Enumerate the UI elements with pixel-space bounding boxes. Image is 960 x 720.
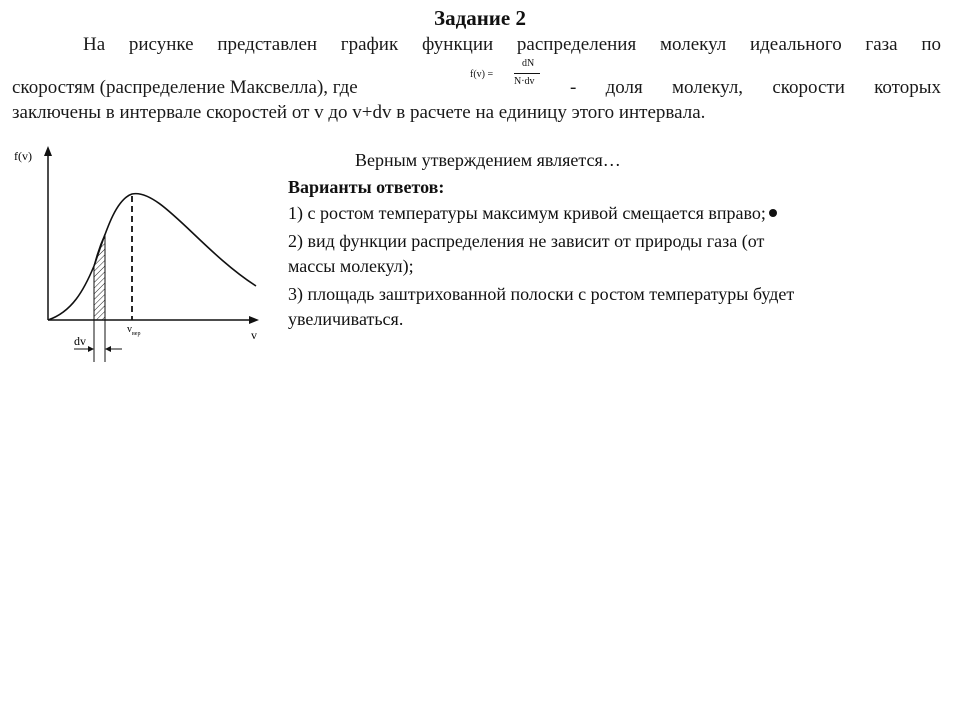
answer-option-3-line-2[interactable]: увеличиваться. [288, 309, 404, 329]
peak-label-v: v [127, 324, 132, 335]
x-axis-label: v [251, 328, 257, 342]
question-statement: Верным утверждением является… [355, 150, 621, 170]
x-axis-arrow [249, 316, 259, 324]
intro-line-3: заключены в интервале скоростей от v до v+dv в расчете на единицу этого интервала. [12, 102, 706, 123]
selected-marker-icon [769, 209, 777, 217]
distribution-formula [470, 58, 560, 98]
answer-option-2-line-2[interactable]: массы молекул); [288, 256, 414, 276]
formula-denominator: N·dv [514, 76, 535, 87]
answers-title: Варианты ответов: [288, 177, 445, 197]
intro-line-2-left: скоростям (распределение Максвелла), где [12, 77, 358, 98]
dv-arrowhead-right [105, 346, 111, 352]
answer-option-3-line-1[interactable]: 3) площадь заштрихованной полоски с ростом температуры будет [288, 284, 795, 304]
y-axis-arrow [44, 146, 52, 156]
intro-line-2-right: - доля молекул, скорости которых [570, 77, 941, 98]
formula-fraction-bar [514, 73, 540, 74]
answer-option-1[interactable] [288, 203, 777, 224]
peak-label [127, 324, 140, 337]
distribution-curve [48, 194, 256, 320]
answer-option-2-line-1[interactable]: 2) вид функции распределения не зависит от природы газа (от [288, 231, 765, 251]
answer-option-1-text: 1) с ростом температуры максимум кривой смещается вправо; [288, 203, 766, 223]
formula-lhs: f(v) = [470, 69, 494, 80]
y-axis-label: f(v) [14, 149, 32, 163]
formula-numerator: dN [522, 58, 535, 69]
intro-line-1: На рисунке представлен график функции распределения молекул идеального газа по [83, 34, 941, 55]
dv-label: dv [74, 334, 86, 348]
peak-label-subscript: вер [132, 331, 141, 337]
maxwell-distribution-figure [10, 140, 275, 370]
task-title: Задание 2 [434, 6, 526, 30]
dv-arrowhead-left [88, 346, 94, 352]
hatched-strip [94, 234, 105, 320]
